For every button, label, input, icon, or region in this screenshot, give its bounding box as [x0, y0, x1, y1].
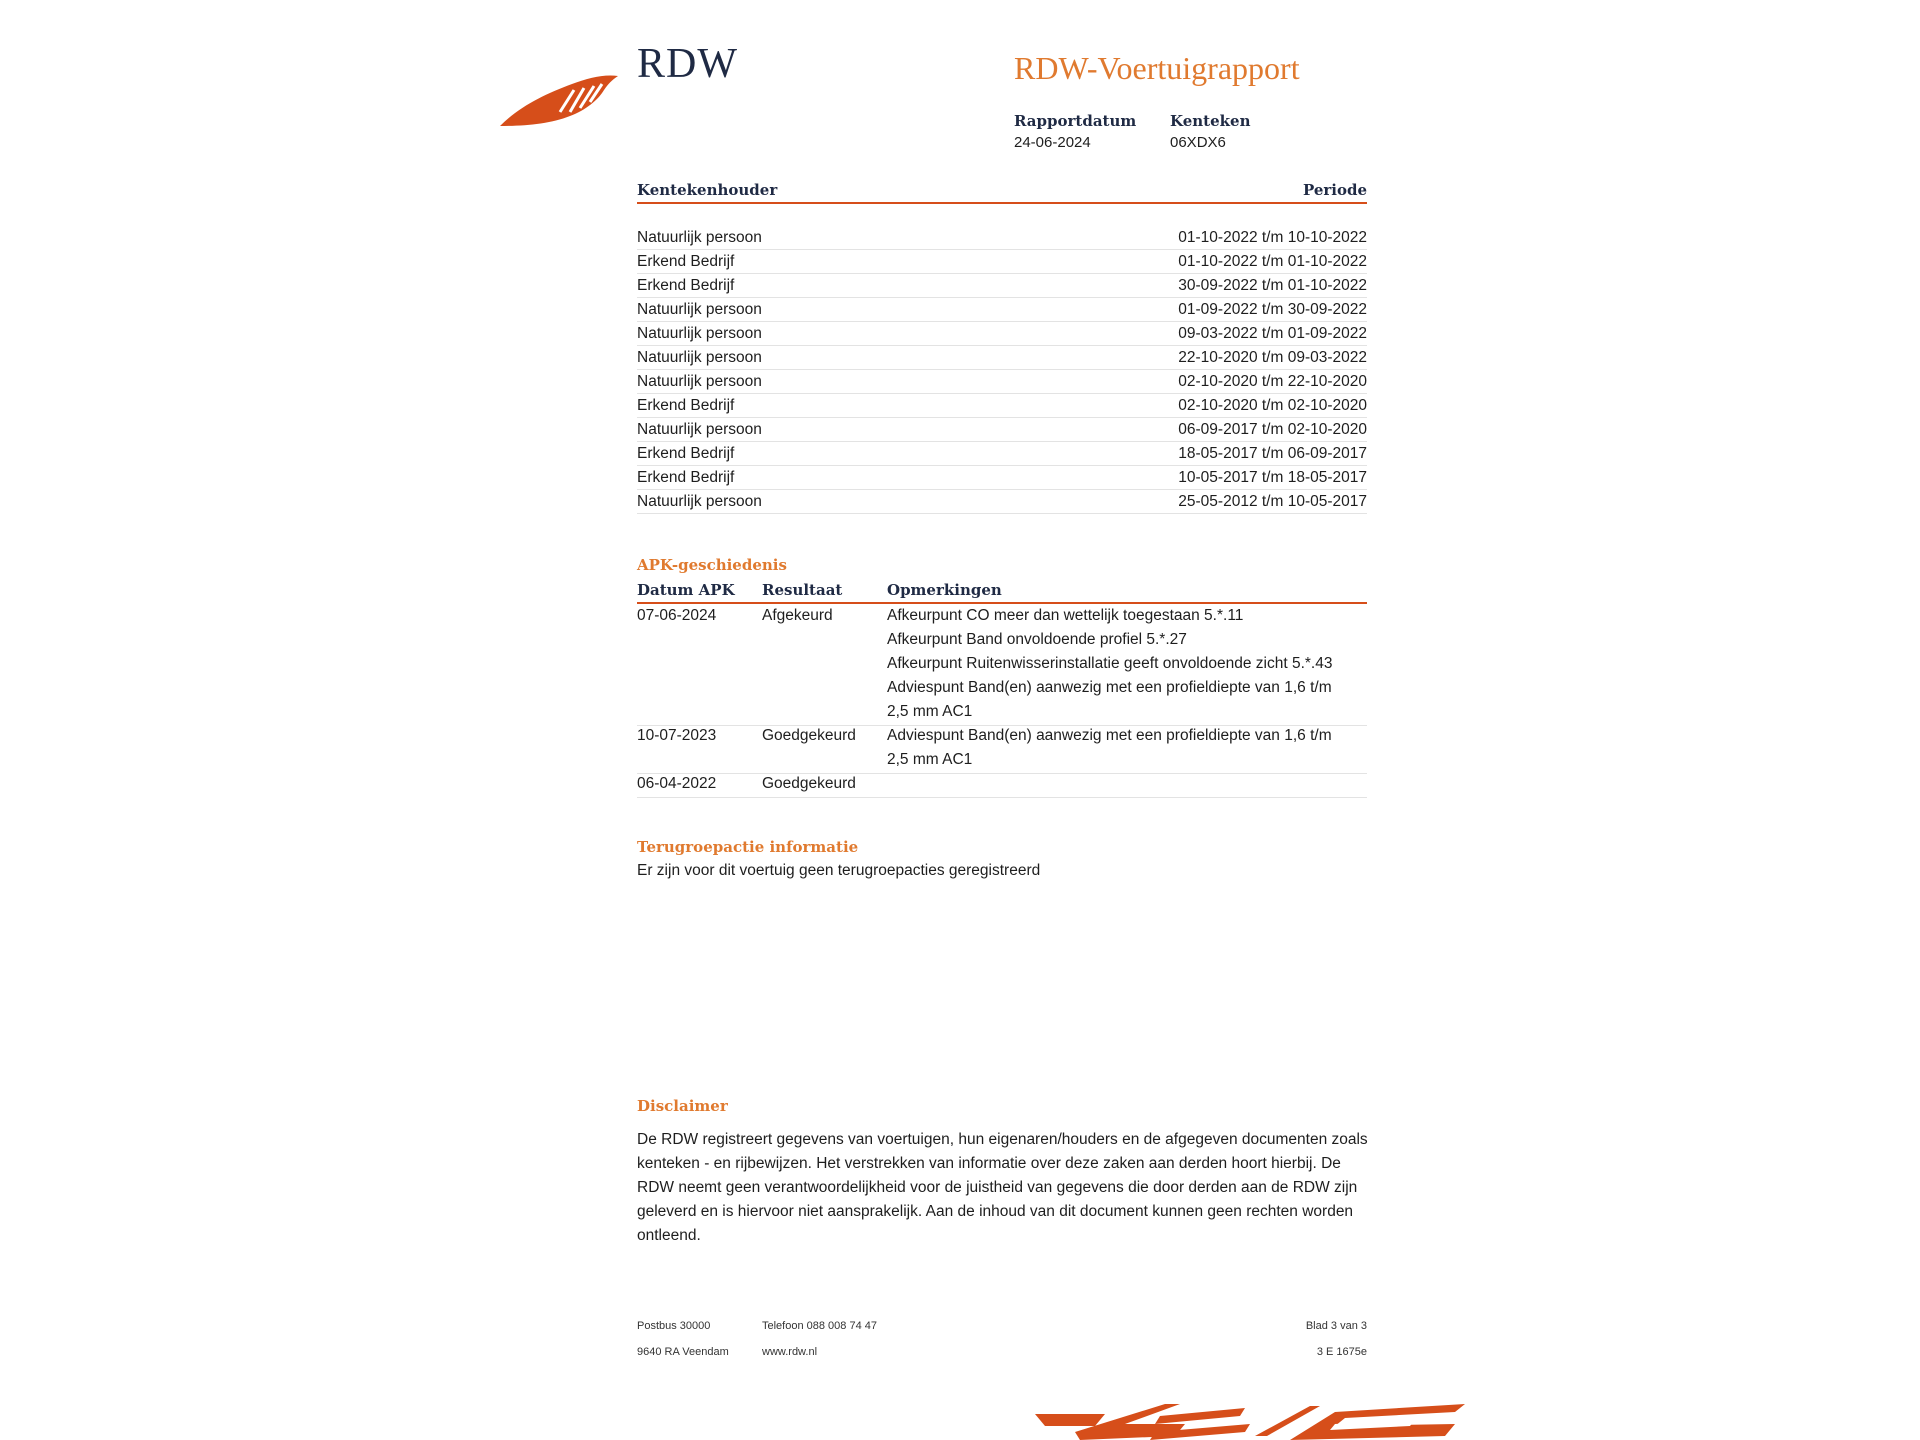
owner-period: 02-10-2020 t/m 22-10-2020 — [1178, 373, 1367, 390]
disclaimer-line: De RDW registreert gegevens van voertuigen, hun eigenaren/houders en de afgegeven documenten zoals — [637, 1131, 1368, 1148]
footer-city: 9640 RA Veendam — [637, 1346, 729, 1358]
footer-phone: Telefoon 088 008 74 47 — [762, 1320, 877, 1332]
owner-period: 18-05-2017 t/m 06-09-2017 — [1178, 445, 1367, 462]
owners-header-divider — [637, 202, 1367, 204]
owner-row — [637, 490, 1367, 514]
owner-type: Erkend Bedrijf — [637, 397, 735, 414]
owner-period: 22-10-2020 t/m 09-03-2022 — [1178, 349, 1367, 366]
apk-remark: Adviespunt Band(en) aanwezig met een profieldiepte van 1,6 t/m — [887, 727, 1332, 744]
plate-value: 06XDX6 — [1170, 134, 1226, 151]
footer-doc-code: 3 E 1675e — [1316, 1346, 1367, 1358]
apk-result: Afgekeurd — [762, 607, 833, 624]
plate-label: Kenteken — [1170, 112, 1251, 130]
disclaimer-line: kenteken - en rijbewijzen. Het verstrekken van informatie over deze zaken aan derden hoort hierbij. De — [637, 1155, 1341, 1172]
owner-period: 10-05-2017 t/m 18-05-2017 — [1178, 469, 1367, 486]
footer-website[interactable]: www.rdw.nl — [762, 1346, 818, 1358]
owner-row — [637, 442, 1367, 466]
owner-type: Natuurlijk persoon — [637, 373, 762, 390]
recall-text: Er zijn voor dit voertuig geen terugroepacties geregistreerd — [637, 862, 1041, 879]
owner-row — [637, 394, 1367, 418]
row-divider — [637, 513, 1367, 514]
disclaimer-line: RDW neemt geen verantwoordelijkheid voor de juistheid van gegevens die door derden aan de RDW zijn — [637, 1179, 1358, 1196]
owner-row — [637, 322, 1367, 346]
footer-postbus: Postbus 30000 — [637, 1320, 711, 1332]
owner-row — [637, 466, 1367, 490]
apk-remark: 2,5 mm AC1 — [887, 703, 973, 720]
brand-name: RDW — [637, 41, 738, 87]
period-column-header: Periode — [1302, 181, 1367, 199]
apk-remark: 2,5 mm AC1 — [887, 751, 973, 768]
rdw-logo-icon — [500, 66, 620, 130]
apk-result: Goedgekeurd — [762, 775, 856, 792]
owner-row — [637, 298, 1367, 322]
owner-type: Natuurlijk persoon — [637, 325, 762, 342]
owner-period: 06-09-2017 t/m 02-10-2020 — [1178, 421, 1367, 438]
owner-type: Natuurlijk persoon — [637, 493, 762, 510]
footer-page-number: Blad 3 van 3 — [1305, 1320, 1367, 1332]
owner-type: Erkend Bedrijf — [637, 469, 735, 486]
apk-remark: Adviespunt Band(en) aanwezig met een profieldiepte van 1,6 t/m — [887, 679, 1332, 696]
owner-period: 02-10-2020 t/m 02-10-2020 — [1178, 397, 1367, 414]
apk-remarks-column-header: Opmerkingen — [887, 581, 1002, 599]
owner-type: Erkend Bedrijf — [637, 445, 735, 462]
disclaimer-title: Disclaimer — [637, 1097, 728, 1115]
owner-row — [637, 226, 1367, 250]
owner-type: Natuurlijk persoon — [637, 229, 762, 246]
apk-remark: Afkeurpunt CO meer dan wettelijk toegestaan 5.*.11 — [887, 607, 1244, 624]
recall-section-title: Terugroepactie informatie — [637, 838, 859, 856]
apk-section-title: APK-geschiedenis — [637, 556, 787, 574]
owner-row — [637, 418, 1367, 442]
apk-date: 06-04-2022 — [637, 775, 717, 792]
disclaimer-line: geleverd en is hiervoor niet aansprakelijk. Aan de inhoud van dit document kunnen geen rechten worden — [637, 1203, 1354, 1220]
owner-row — [637, 370, 1367, 394]
owner-column-header: Kentekenhouder — [637, 181, 778, 199]
owner-row — [637, 346, 1367, 370]
owner-period: 09-03-2022 t/m 01-09-2022 — [1178, 325, 1367, 342]
report-title: RDW-Voertuigrapport — [1014, 50, 1300, 86]
report-date-label: Rapportdatum — [1014, 112, 1137, 130]
owner-period: 25-05-2012 t/m 10-05-2017 — [1178, 493, 1367, 510]
owner-row — [637, 250, 1367, 274]
decorative-stripes-icon — [1035, 1402, 1470, 1440]
owner-period: 01-10-2022 t/m 10-10-2022 — [1178, 229, 1367, 246]
apk-date: 07-06-2024 — [637, 607, 717, 624]
apk-remark: Afkeurpunt Ruitenwisserinstallatie geeft onvoldoende zicht 5.*.43 — [887, 655, 1333, 672]
apk-remark: Afkeurpunt Band onvoldoende profiel 5.*.27 — [887, 631, 1187, 648]
owner-type: Natuurlijk persoon — [637, 421, 762, 438]
owner-period: 01-10-2022 t/m 01-10-2022 — [1178, 253, 1367, 270]
owner-type: Erkend Bedrijf — [637, 277, 735, 294]
owner-type: Natuurlijk persoon — [637, 301, 762, 318]
apk-row-divider — [637, 773, 1367, 774]
owner-period: 30-09-2022 t/m 01-10-2022 — [1178, 277, 1367, 294]
apk-date-column-header: Datum APK — [637, 581, 735, 599]
apk-result-column-header: Resultaat — [762, 581, 843, 599]
owner-period: 01-09-2022 t/m 30-09-2022 — [1178, 301, 1367, 318]
apk-date: 10-07-2023 — [637, 727, 717, 744]
owner-type: Erkend Bedrijf — [637, 253, 735, 270]
owner-row — [637, 274, 1367, 298]
report-date-value: 24-06-2024 — [1014, 134, 1091, 151]
apk-result: Goedgekeurd — [762, 727, 856, 744]
owner-type: Natuurlijk persoon — [637, 349, 762, 366]
disclaimer-line: ontleend. — [637, 1227, 701, 1244]
apk-row-divider — [637, 797, 1367, 798]
disclaimer-body — [637, 1128, 1377, 1248]
